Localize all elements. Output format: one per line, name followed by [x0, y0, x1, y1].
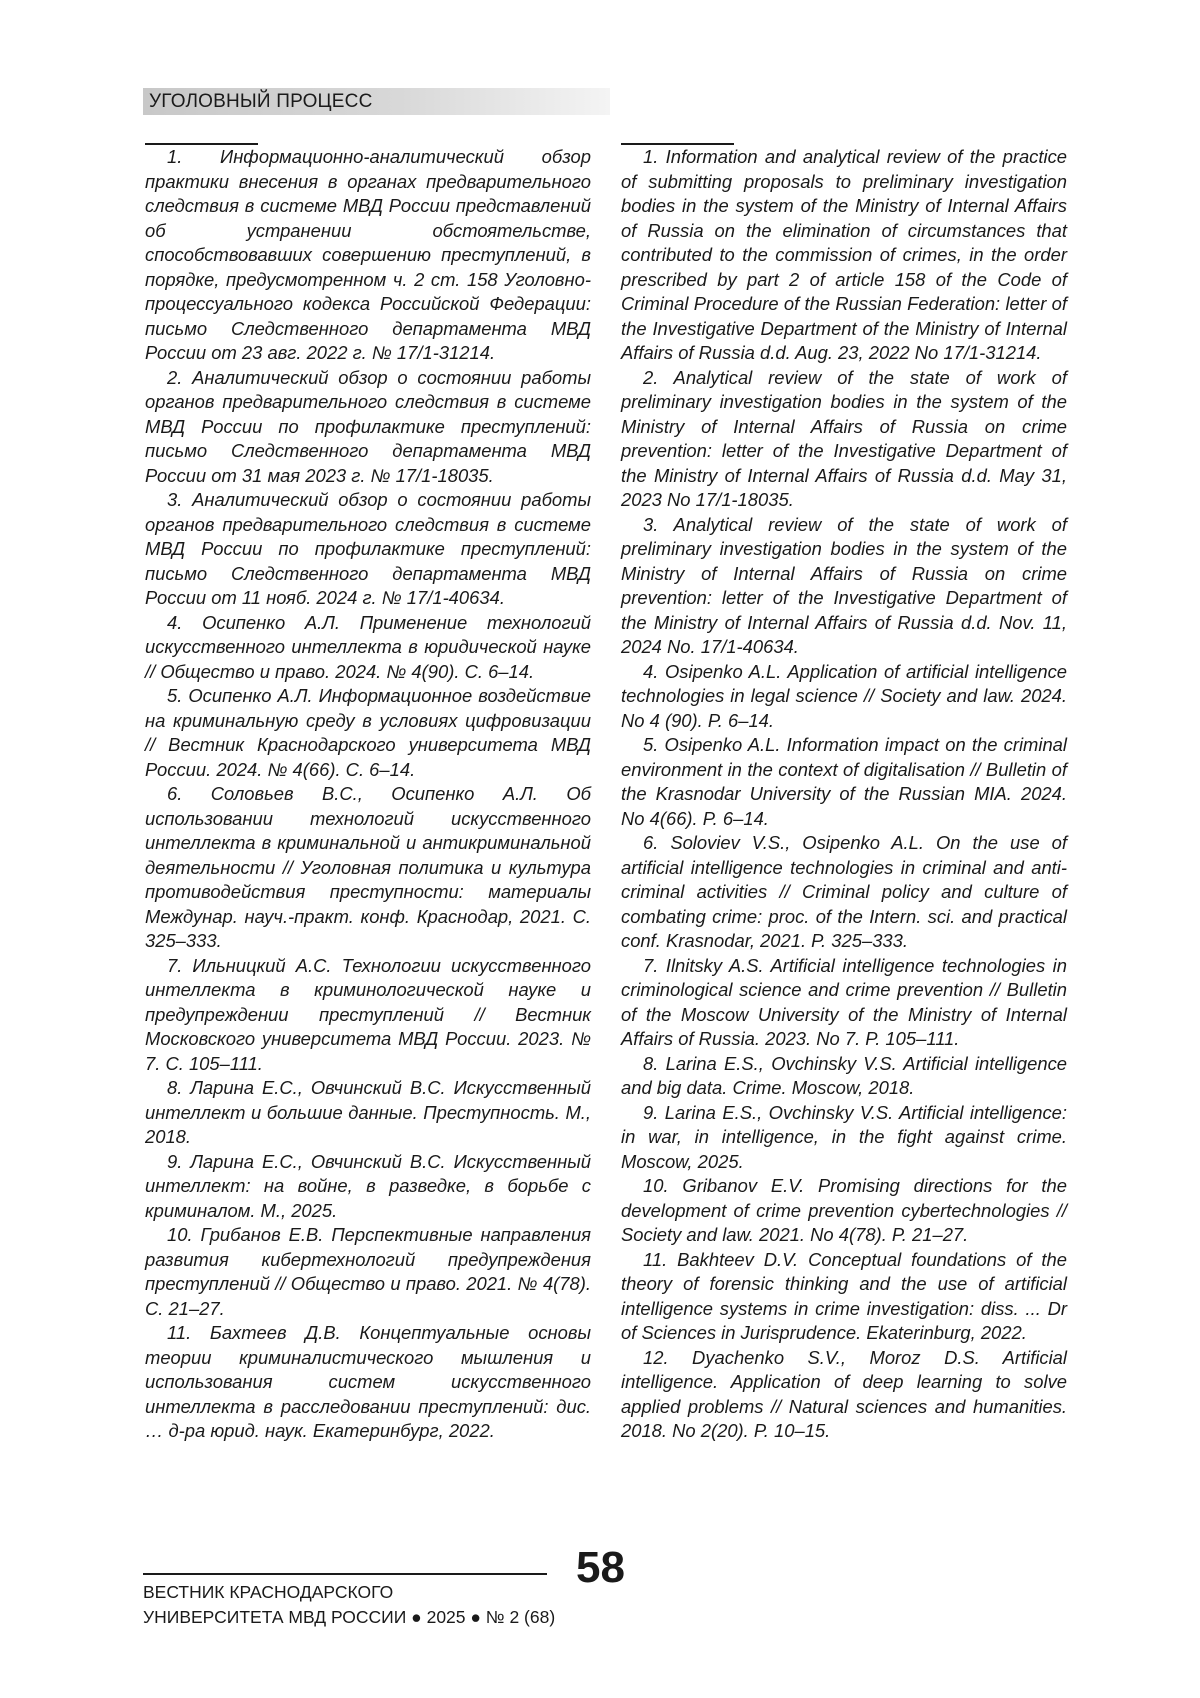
references-russian	[145, 145, 591, 1444]
footer-divider	[143, 1573, 547, 1575]
reference-en: 5. Osipenko A.L. Information impact on the criminal environment in the context of digitalisation // Bulletin of the Krasnodar University of the Russian MIA. 2024. No 4(66). P. 6–14.	[621, 734, 1067, 829]
reference-ru: 10. Грибанов Е.В. Перспективные направления развития кибертехнологий предупреждения преступлений // Общество и право. 2021. № 4(78). С. 21–27.	[145, 1224, 591, 1319]
reference-ru: 8. Ларина Е.С., Овчинский В.С. Искусственный интеллект и большие данные. Преступность. М., 2018.	[145, 1077, 591, 1147]
reference-en: 1. Information and analytical review of the practice of submitting proposals to preliminary investigation bodies in the system of the Ministry of Internal Affairs of Russia on the elimination of circumstances that contributed to the commission of crimes, in the order prescribed by part 2 of article 158 of the Code of Criminal Procedure of the Russian Federation: letter of the Investigative Department of the Ministry of Internal Affairs of Russia d.d. Aug. 23, 2022 No 17/1-31214.	[621, 146, 1067, 363]
journal-footer	[143, 1580, 555, 1630]
page-number: 58	[576, 1543, 625, 1592]
reference-en: 9. Larina E.S., Ovchinsky V.S. Artificial intelligence: in war, in intelligence, in the fight against crime. Moscow, 2025.	[621, 1101, 1067, 1172]
reference-en: 10. Gribanov E.V. Promising directions for the development of crime prevention cybertechnologies // Society and law. 2021. No 4(78). P. 21–27.	[621, 1175, 1067, 1245]
reference-ru: 11. Бахтеев Д.В. Концептуальные основы теории криминалистического мышления и использования систем искусственного интеллекта в расследовании преступлений: дис. … д-ра юрид. наук. Екатеринбург, 2022.	[145, 1322, 591, 1441]
reference-ru: 2. Аналитический обзор о состоянии работы органов предварительного следствия в системе МВД России по профилактике преступлений: письмо Следственного департамента МВД России от 31 мая 2023 г. № 17/1-18035.	[145, 366, 591, 486]
reference-ru: 4. Осипенко А.Л. Применение технологий искусственного интеллекта в юридической науке // Общество и право. 2024. № 4(90). С. 6–14.	[145, 611, 591, 682]
reference-ru: 6. Соловьев В.С., Осипенко А.Л. Об использовании технологий искусственного интеллекта в криминальной и антикриминальной деятельности // Уголовная политика и культура противодействия преступности: материалы Междунар. науч.-практ. конф. Краснодар, 2021. С. 325–333.	[145, 783, 591, 951]
reference-en: 4. Osipenko A.L. Application of artificial intelligence technologies in legal science // Society and law. 2024. No 4 (90). P. 6–14.	[621, 660, 1067, 731]
reference-en: 2. Analytical review of the state of work of preliminary investigation bodies in the system of the Ministry of Internal Affairs of Russia on crime prevention: letter of the Investigative Department of the Ministry of Internal Affairs of Russia d.d. May 31, 2023 No 17/1-18035.	[621, 366, 1067, 510]
reference-ru: 9. Ларина Е.С., Овчинский В.С. Искусственный интеллект: на войне, в разведке, в борьбе с криминалом. М., 2025.	[145, 1150, 591, 1221]
section-header	[143, 88, 610, 115]
journal-title-line2: УНИВЕРСИТЕТА МВД РОССИИ ● 2025 ● № 2 (68)	[143, 1607, 556, 1627]
reference-ru: 5. Осипенко А.Л. Информационное воздействие на криминальную среду в условиях цифровизации // Вестник Краснодарского университета МВД России. 2024. № 4(66). С. 6–14.	[145, 685, 591, 780]
reference-en: 11. Bakhteev D.V. Conceptual foundations of the theory of forensic thinking and the use of artificial intelligence systems in crime investigation: diss. ... Dr of Sciences in Jurisprudence. Ekaterinburg, 2022.	[621, 1248, 1067, 1343]
reference-en: 6. Soloviev V.S., Osipenko A.L. On the use of artificial intelligence technologies in criminal and anti-criminal activities // Criminal policy and culture of combating crime: proc. of the Intern. sci. and practical conf. Krasnodar, 2021. P. 325–333.	[621, 832, 1067, 951]
reference-ru: 1. Информационно-аналитический обзор практики внесения в органах предварительного следствия в системе МВД России представлений об устранении обстоятельстве, способствовавших совершению преступлений, в порядке, предусмотренном ч. 2 ст. 158 Уголовно-процессуального кодекса Российской Федерации: письмо Следственного департамента МВД России от 23 авг. 2022 г. № 17/1-31214.	[145, 146, 591, 363]
reference-en: 12. Dyachenko S.V., Moroz D.S. Artificial intelligence. Application of deep learning to solve applied problems // Natural sciences and humanities. 2018. No 2(20). P. 10–15.	[621, 1346, 1067, 1441]
reference-en: 8. Larina E.S., Ovchinsky V.S. Artificial intelligence and big data. Crime. Moscow, 2018.	[621, 1052, 1067, 1098]
journal-title-line1: ВЕСТНИК КРАСНОДАРСКОГО	[143, 1582, 394, 1602]
section-title: УГОЛОВНЫЙ ПРОЦЕСС	[149, 91, 373, 112]
reference-en: 3. Analytical review of the state of work of preliminary investigation bodies in the system of the Ministry of Internal Affairs of Russia on crime prevention: letter of the Investigative Department of the Ministry of Internal Affairs of Russia d.d. Nov. 11, 2024 No. 17/1-40634.	[621, 513, 1067, 657]
reference-ru: 7. Ильницкий А.С. Технологии искусственного интеллекта в криминологической науке и предупреждении преступлений // Вестник Московского университета МВД России. 2023. № 7. С. 105–111.	[145, 954, 591, 1074]
reference-en: 7. Ilnitsky A.S. Artificial intelligence technologies in criminological science and crime prevention // Bulletin of the Moscow University of the Ministry of Internal Affairs of Russia. 2023. No 7. P. 105–111.	[621, 954, 1067, 1049]
references-english	[621, 145, 1067, 1444]
reference-ru: 3. Аналитический обзор о состоянии работы органов предварительного следствия в системе МВД России по профилактике преступлений: письмо Следственного департамента МВД России от 11 нояб. 2024 г. № 17/1-40634.	[145, 489, 591, 608]
